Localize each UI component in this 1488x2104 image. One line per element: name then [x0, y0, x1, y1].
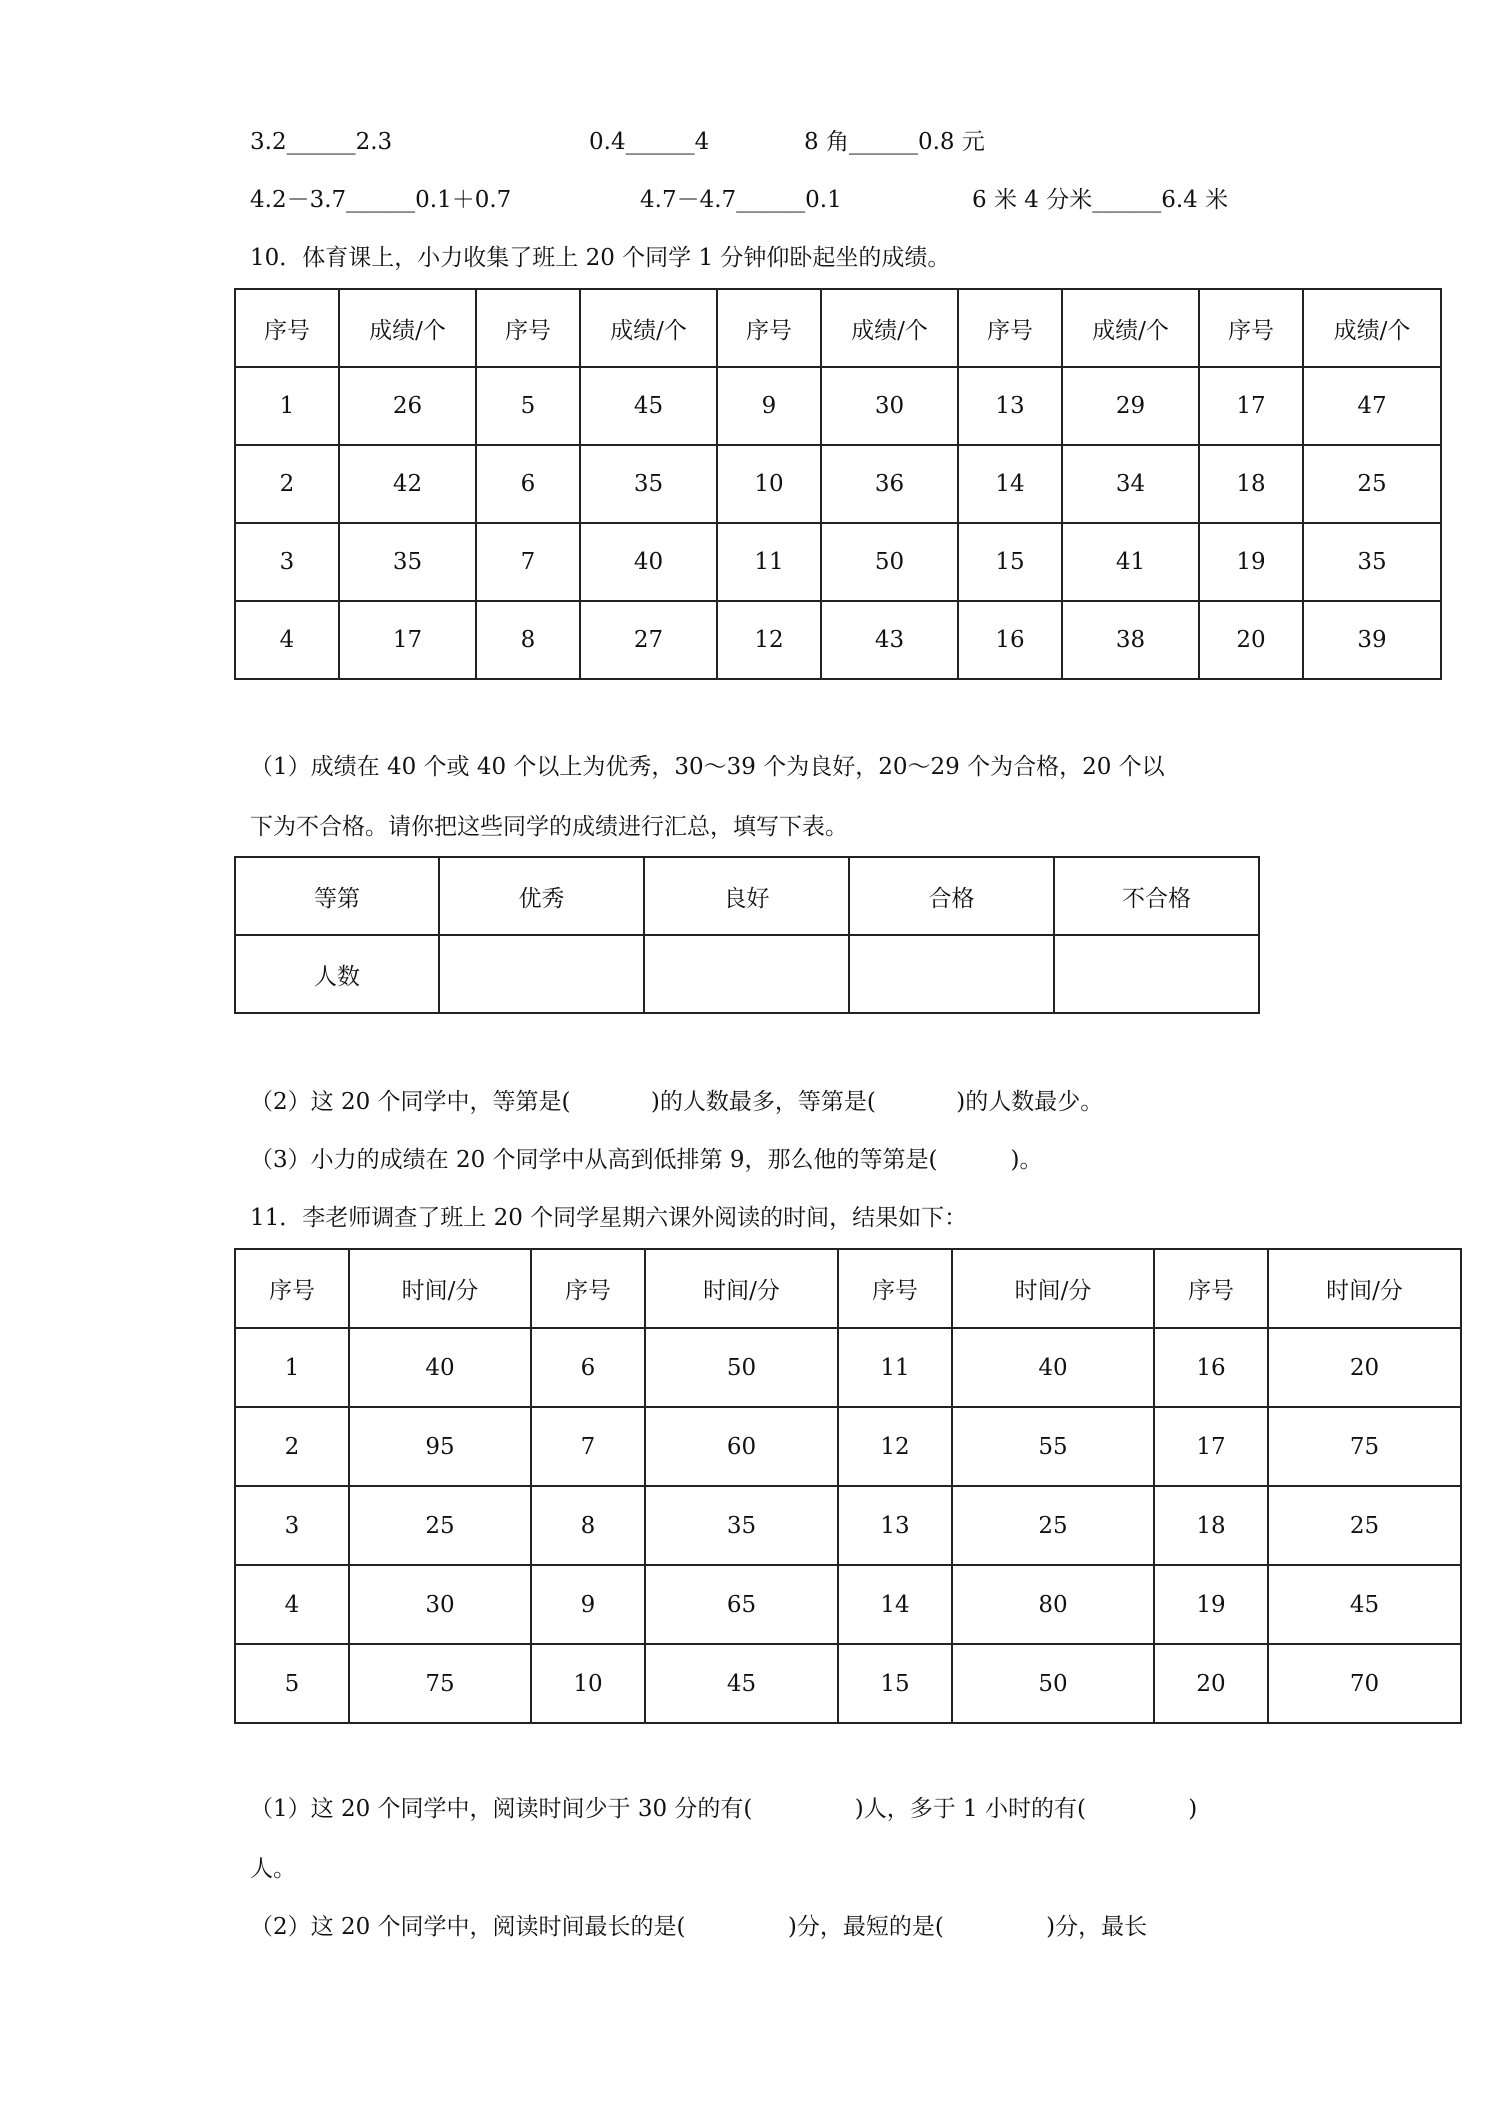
question-11-title: 11．李老师调查了班上 20 个同学星期六课外阅读的时间，结果如下：: [250, 1205, 968, 1231]
table-cell: 45: [1268, 1565, 1461, 1644]
compare-item: 4.7－4.7______0.1: [640, 187, 842, 213]
table-row: [235, 445, 1441, 523]
table-cell: 6: [476, 445, 580, 523]
header-cell: 时间/分: [952, 1249, 1154, 1328]
table-cell: 14: [838, 1565, 952, 1644]
table-row: [235, 1328, 1461, 1407]
table-cell: 17: [339, 601, 476, 679]
table-cell: 50: [821, 523, 958, 601]
question-11-part1-line1: （1）这 20 个同学中，阅读时间少于 30 分的有( )人，多于 1 小时的有( ): [250, 1796, 1198, 1822]
table-row: [235, 1486, 1461, 1565]
table-cell: 18: [1154, 1486, 1268, 1565]
table-cell: 19: [1199, 523, 1303, 601]
table-cell: 12: [717, 601, 821, 679]
answer-cell[interactable]: [644, 935, 849, 1013]
header-cell: 时间/分: [349, 1249, 531, 1328]
table-cell: 9: [531, 1565, 645, 1644]
answer-cell[interactable]: [439, 935, 644, 1013]
table-cell: 40: [349, 1328, 531, 1407]
table-cell: 16: [1154, 1328, 1268, 1407]
header-cell: 序号: [235, 289, 339, 367]
header-cell: 序号: [235, 1249, 349, 1328]
compare-item: 4.2－3.7______0.1＋0.7: [250, 187, 512, 213]
situp-scores-table: [234, 288, 1442, 680]
header-cell: 合格: [849, 857, 1054, 935]
table-row: [235, 1565, 1461, 1644]
table-cell: 25: [349, 1486, 531, 1565]
header-cell: 时间/分: [1268, 1249, 1461, 1328]
table-cell: 60: [645, 1407, 838, 1486]
table-cell: 29: [1062, 367, 1199, 445]
question-10-part2: （2）这 20 个同学中，等第是( )的人数最多，等第是( )的人数最少。: [250, 1089, 1104, 1115]
table-cell: 15: [838, 1644, 952, 1723]
table-cell: 40: [580, 523, 717, 601]
table-cell: 13: [958, 367, 1062, 445]
question-10-part1-line1: （1）成绩在 40 个或 40 个以上为优秀，30～39 个为良好，20～29 个为合格，20 个以: [250, 754, 1165, 780]
table-cell: 8: [476, 601, 580, 679]
table-cell: 40: [952, 1328, 1154, 1407]
table-cell: 4: [235, 601, 339, 679]
table-cell: 45: [580, 367, 717, 445]
table-row: [235, 601, 1441, 679]
table-cell: 41: [1062, 523, 1199, 601]
table-row: [235, 367, 1441, 445]
table-cell: 10: [717, 445, 821, 523]
header-cell: 等第: [235, 857, 439, 935]
table-cell: 20: [1154, 1644, 1268, 1723]
table-cell: 5: [235, 1644, 349, 1723]
table-row: [235, 1407, 1461, 1486]
table-cell: 2: [235, 1407, 349, 1486]
answer-cell[interactable]: [1054, 935, 1259, 1013]
table-cell: 80: [952, 1565, 1154, 1644]
table-cell: 35: [339, 523, 476, 601]
table-cell: 17: [1199, 367, 1303, 445]
table-cell: 18: [1199, 445, 1303, 523]
header-cell: 成绩/个: [821, 289, 958, 367]
table-cell: 30: [349, 1565, 531, 1644]
question-11-part1-line2: 人。: [250, 1856, 296, 1882]
table-cell: 25: [1303, 445, 1441, 523]
compare-item: 6 米 4 分米______6.4 米: [972, 187, 1229, 213]
reading-time-table: [234, 1248, 1462, 1724]
header-cell: 序号: [476, 289, 580, 367]
table-cell: 34: [1062, 445, 1199, 523]
table-cell: 50: [952, 1644, 1154, 1723]
question-10-part1-line2: 下为不合格。请你把这些同学的成绩进行汇总，填写下表。: [250, 814, 848, 840]
table-cell: 5: [476, 367, 580, 445]
header-cell: 成绩/个: [580, 289, 717, 367]
table-header-row: [235, 289, 1441, 367]
header-cell: 优秀: [439, 857, 644, 935]
table-cell: 17: [1154, 1407, 1268, 1486]
table-cell: 55: [952, 1407, 1154, 1486]
table-cell: 95: [349, 1407, 531, 1486]
table-cell: 3: [235, 523, 339, 601]
answer-cell[interactable]: [849, 935, 1054, 1013]
table-cell: 2: [235, 445, 339, 523]
table-cell: 16: [958, 601, 1062, 679]
compare-item: 0.4______4: [589, 129, 710, 155]
table-cell: 9: [717, 367, 821, 445]
table-cell: 12: [838, 1407, 952, 1486]
question-10-title: 10．体育课上，小力收集了班上 20 个同学 1 分钟仰卧起坐的成绩。: [250, 245, 951, 271]
table-cell: 35: [645, 1486, 838, 1565]
table-cell: 50: [645, 1328, 838, 1407]
table-cell: 42: [339, 445, 476, 523]
header-cell: 序号: [717, 289, 821, 367]
table-cell: 26: [339, 367, 476, 445]
table-cell: 13: [838, 1486, 952, 1565]
table-row: [235, 1644, 1461, 1723]
table-cell: 75: [349, 1644, 531, 1723]
header-cell: 序号: [1199, 289, 1303, 367]
header-cell: 成绩/个: [1303, 289, 1441, 367]
table-cell: 19: [1154, 1565, 1268, 1644]
header-cell: 不合格: [1054, 857, 1259, 935]
table-cell: 45: [645, 1644, 838, 1723]
table-cell: 25: [1268, 1486, 1461, 1565]
table-cell: 1: [235, 1328, 349, 1407]
table-cell: 11: [838, 1328, 952, 1407]
table-row: [235, 935, 1259, 1013]
table-cell: 8: [531, 1486, 645, 1565]
table-cell: 1: [235, 367, 339, 445]
table-cell: 35: [580, 445, 717, 523]
table-cell: 10: [531, 1644, 645, 1723]
table-cell: 30: [821, 367, 958, 445]
grade-summary-table: [234, 856, 1260, 1014]
table-cell: 65: [645, 1565, 838, 1644]
table-cell: 11: [717, 523, 821, 601]
table-cell: 15: [958, 523, 1062, 601]
header-cell: 成绩/个: [339, 289, 476, 367]
table-cell: 43: [821, 601, 958, 679]
table-cell: 4: [235, 1565, 349, 1644]
header-cell: 序号: [1154, 1249, 1268, 1328]
table-cell: 27: [580, 601, 717, 679]
table-header-row: [235, 1249, 1461, 1328]
table-cell: 75: [1268, 1407, 1461, 1486]
table-cell: 6: [531, 1328, 645, 1407]
row-label-cell: 人数: [235, 935, 439, 1013]
table-cell: 47: [1303, 367, 1441, 445]
compare-item: 8 角______0.8 元: [804, 129, 985, 155]
table-cell: 20: [1268, 1328, 1461, 1407]
table-cell: 35: [1303, 523, 1441, 601]
header-cell: 序号: [838, 1249, 952, 1328]
table-header-row: [235, 857, 1259, 935]
header-cell: 序号: [531, 1249, 645, 1328]
table-cell: 25: [952, 1486, 1154, 1565]
question-10-part3: （3）小力的成绩在 20 个同学中从高到低排第 9，那么他的等第是( )。: [250, 1147, 1043, 1173]
table-cell: 7: [531, 1407, 645, 1486]
header-cell: 成绩/个: [1062, 289, 1199, 367]
table-cell: 36: [821, 445, 958, 523]
table-cell: 39: [1303, 601, 1441, 679]
table-cell: 14: [958, 445, 1062, 523]
table-cell: 70: [1268, 1644, 1461, 1723]
table-cell: 20: [1199, 601, 1303, 679]
question-11-part2: （2）这 20 个同学中，阅读时间最长的是( )分，最短的是( )分，最长: [250, 1914, 1148, 1940]
header-cell: 良好: [644, 857, 849, 935]
table-cell: 38: [1062, 601, 1199, 679]
header-cell: 序号: [958, 289, 1062, 367]
table-row: [235, 523, 1441, 601]
table-cell: 3: [235, 1486, 349, 1565]
header-cell: 时间/分: [645, 1249, 838, 1328]
compare-item: 3.2______2.3: [250, 129, 393, 155]
table-cell: 7: [476, 523, 580, 601]
